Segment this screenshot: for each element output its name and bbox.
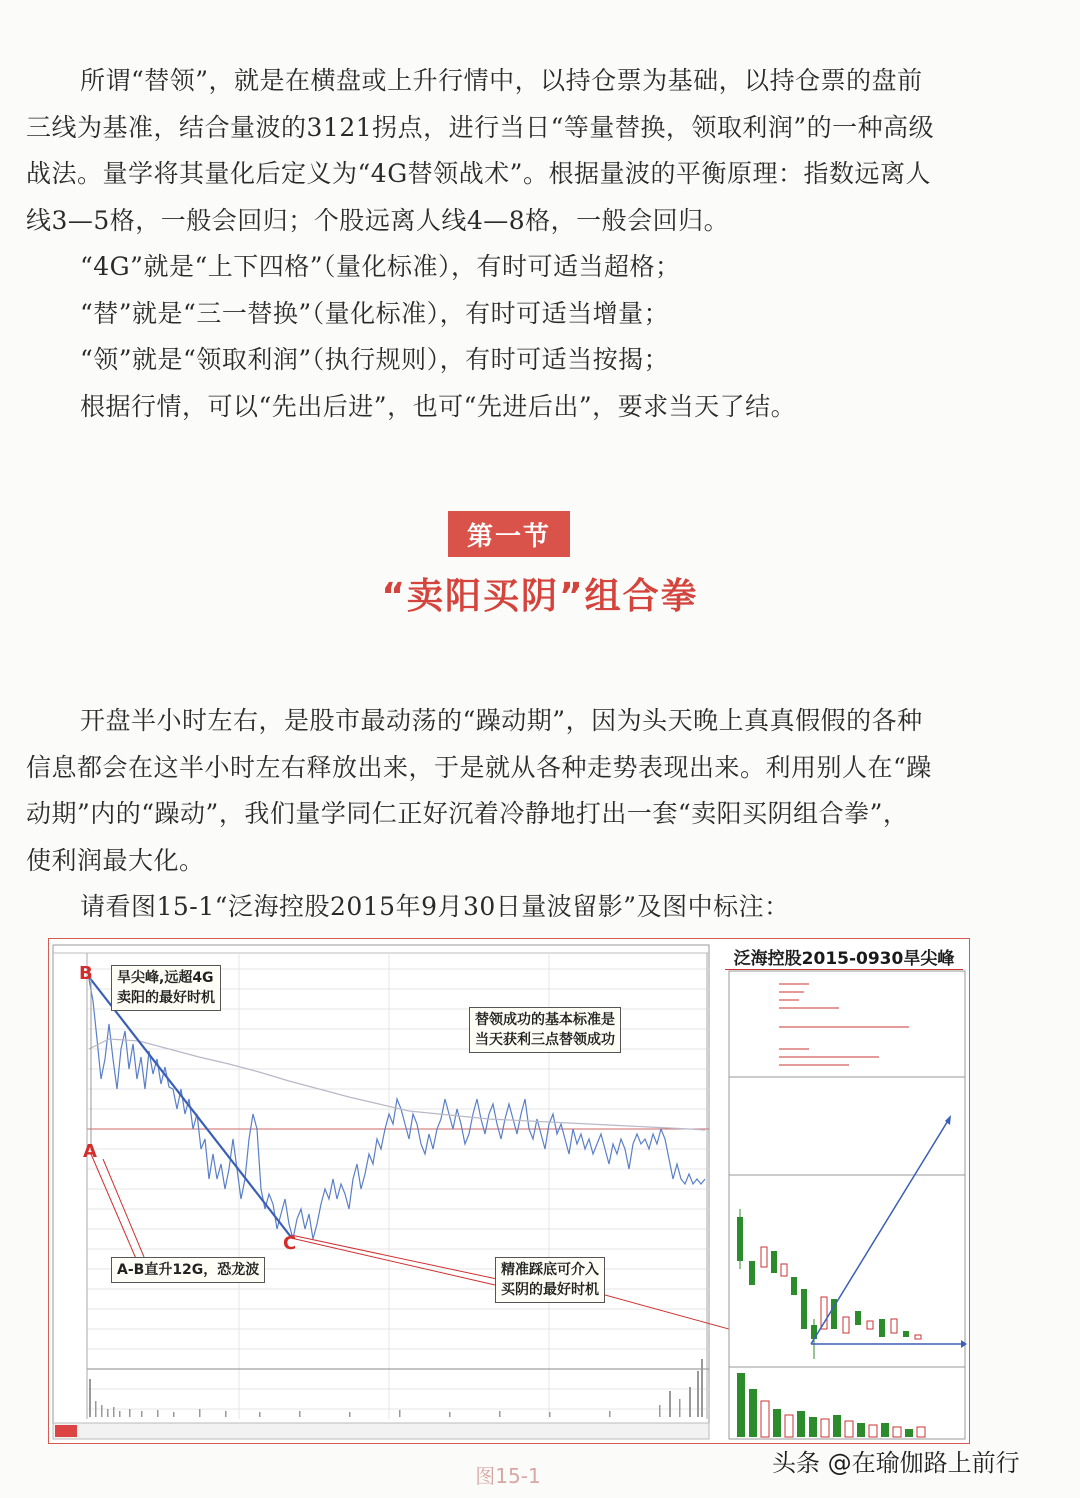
point-b-label: B (79, 963, 93, 984)
point-a-label: A (83, 1141, 97, 1162)
section-title: “卖阳买阴”组合拳 (381, 576, 699, 617)
body-line: 使利润最大化。 (26, 845, 205, 875)
body-line: 动期”内的“躁动”，我们量学同仁正好沉着冷静地打出一套“卖阳买阴组合拳”， (26, 799, 909, 828)
point-c-label: C (283, 1233, 297, 1254)
kline-panel (729, 971, 965, 1439)
body-line: 开盘半小时左右，是股市最动荡的“躁动期”，因为头天晚上真真假假的各种 (80, 706, 923, 735)
stock-chart-figure (48, 938, 970, 1444)
intro-paragraph (26, 58, 1026, 430)
watermark: 头条 @在瑜伽路上前行 (772, 1449, 1020, 1477)
intro-line: 所谓“替领”，就是在横盘或上升行情中，以持仓票为基础，以持仓票的盘前 (80, 66, 923, 95)
b-annotation: 旱尖峰,远超4G 卖阳的最好时机 (111, 965, 221, 1011)
body-line: 请看图15-1“泛海控股2015年9月30日量波留影”及图中标注： (80, 892, 790, 921)
kline-title: 泛海控股2015-0930旱尖峰 (725, 943, 963, 970)
section-badge: 第一节 (448, 511, 570, 557)
body-paragraph (26, 698, 1026, 931)
ab-annotation: A-B直升12G，恐龙波 (111, 1257, 265, 1283)
intro-line: 战法。量学将其量化后定义为“4G替领战术”。根据量波的平衡原理：指数远离人 (26, 159, 931, 188)
intro-line: 根据行情，可以“先出后进”，也可“先进后出”，要求当天了结。 (80, 391, 797, 421)
intro-line: 线3—5格，一般会回归；个股远离人线4—8格，一般会回归。 (26, 205, 730, 235)
intro-line: 三线为基准，结合量波的3121拐点，进行当日“等量替换，领取利润”的一种高级 (26, 112, 935, 142)
success-annotation: 替领成功的基本标准是 当天获利三点替领成功 (469, 1007, 621, 1053)
figure-caption: 图15-1 (475, 1464, 541, 1488)
intro-line: “替”就是“三一替换”（量化标准），有时可适当增量； (80, 298, 670, 328)
body-line: 信息都会在这半小时左右释放出来，于是就从各种走势表现出来。利用别人在“躁 (26, 752, 932, 782)
intro-line: “4G”就是“上下四格”（量化标准），有时可适当超格； (80, 252, 681, 281)
c-annotation: 精准踩底可介入 买阴的最好时机 (495, 1257, 605, 1303)
intro-line: “领”就是“领取利润”（执行规则），有时可适当按揭； (80, 345, 670, 374)
